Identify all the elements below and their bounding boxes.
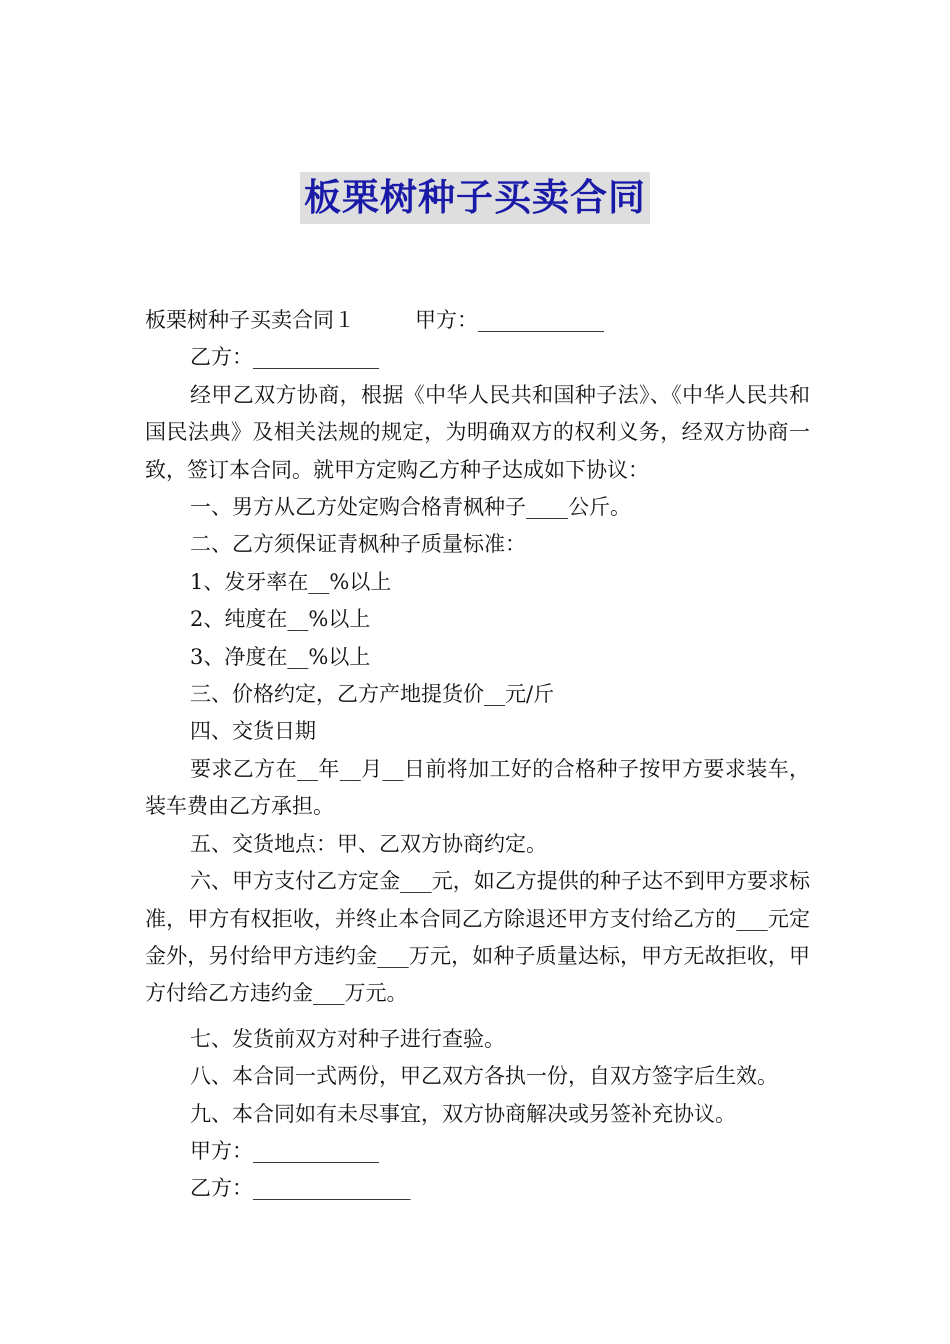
standard-germination: 1、发牙率在__%以上 — [190, 569, 392, 594]
contract-heading: 板栗树种子买卖合同１ — [145, 308, 355, 332]
clause-2: 二、乙方须保证青枫种子质量标准： — [190, 532, 526, 557]
intro-paragraph: 经甲乙双方协商，根据《中华人民共和国种子法》、《中华人民共和国民法典》及相关法规的规定，为明确双方的权利义务，经双方协商一致，签订本合同。就甲方定购乙方种子达成如下协议： — [145, 382, 810, 482]
party-b-field-top: 乙方：____________ — [190, 345, 379, 370]
first-line — [145, 302, 810, 339]
clause-8: 八、本合同一式两份，甲乙双方各执一份，自双方签字后生效。 — [190, 1064, 778, 1089]
signature-party-a: 甲方：____________ — [190, 1138, 379, 1163]
clause-6: 六、甲方支付乙方定金___元，如乙方提供的种子达不到甲方要求标准，甲方有权拒收，并终止本合同乙方除退还甲方支付给乙方的___元定金外，另付给甲方违约金___万元，如种子质量达标，甲方无故拒收，甲方付给乙方违约金___万元。 — [145, 869, 810, 1006]
clause-4: 四、交货日期 — [190, 719, 316, 744]
standard-cleanliness: 3、净度在__%以上 — [190, 644, 371, 669]
clause-4-detail: 要求乙方在__年__月__日前将加工好的合格种子按甲方要求装车，装车费由乙方承担。 — [145, 756, 810, 819]
title-container — [0, 172, 950, 224]
signature-party-b: 乙方：_______________ — [190, 1176, 411, 1201]
clause-1: 一、男方从乙方处定购合格青枫种子____公斤。 — [190, 495, 631, 520]
contract-body — [145, 302, 810, 1208]
clause-5: 五、交货地点：甲、乙双方协商约定。 — [190, 831, 547, 856]
party-a-field-top: 甲方：____________ — [415, 308, 604, 332]
clause-7: 七、发货前双方对种子进行查验。 — [190, 1026, 505, 1051]
standard-purity: 2、纯度在__%以上 — [190, 607, 371, 632]
clause-9: 九、本合同如有未尽事宜，双方协商解决或另签补充协议。 — [190, 1101, 736, 1126]
clause-3: 三、价格约定，乙方产地提货价__元/斤 — [190, 682, 555, 707]
document-title: 板栗树种子买卖合同 — [300, 172, 650, 224]
